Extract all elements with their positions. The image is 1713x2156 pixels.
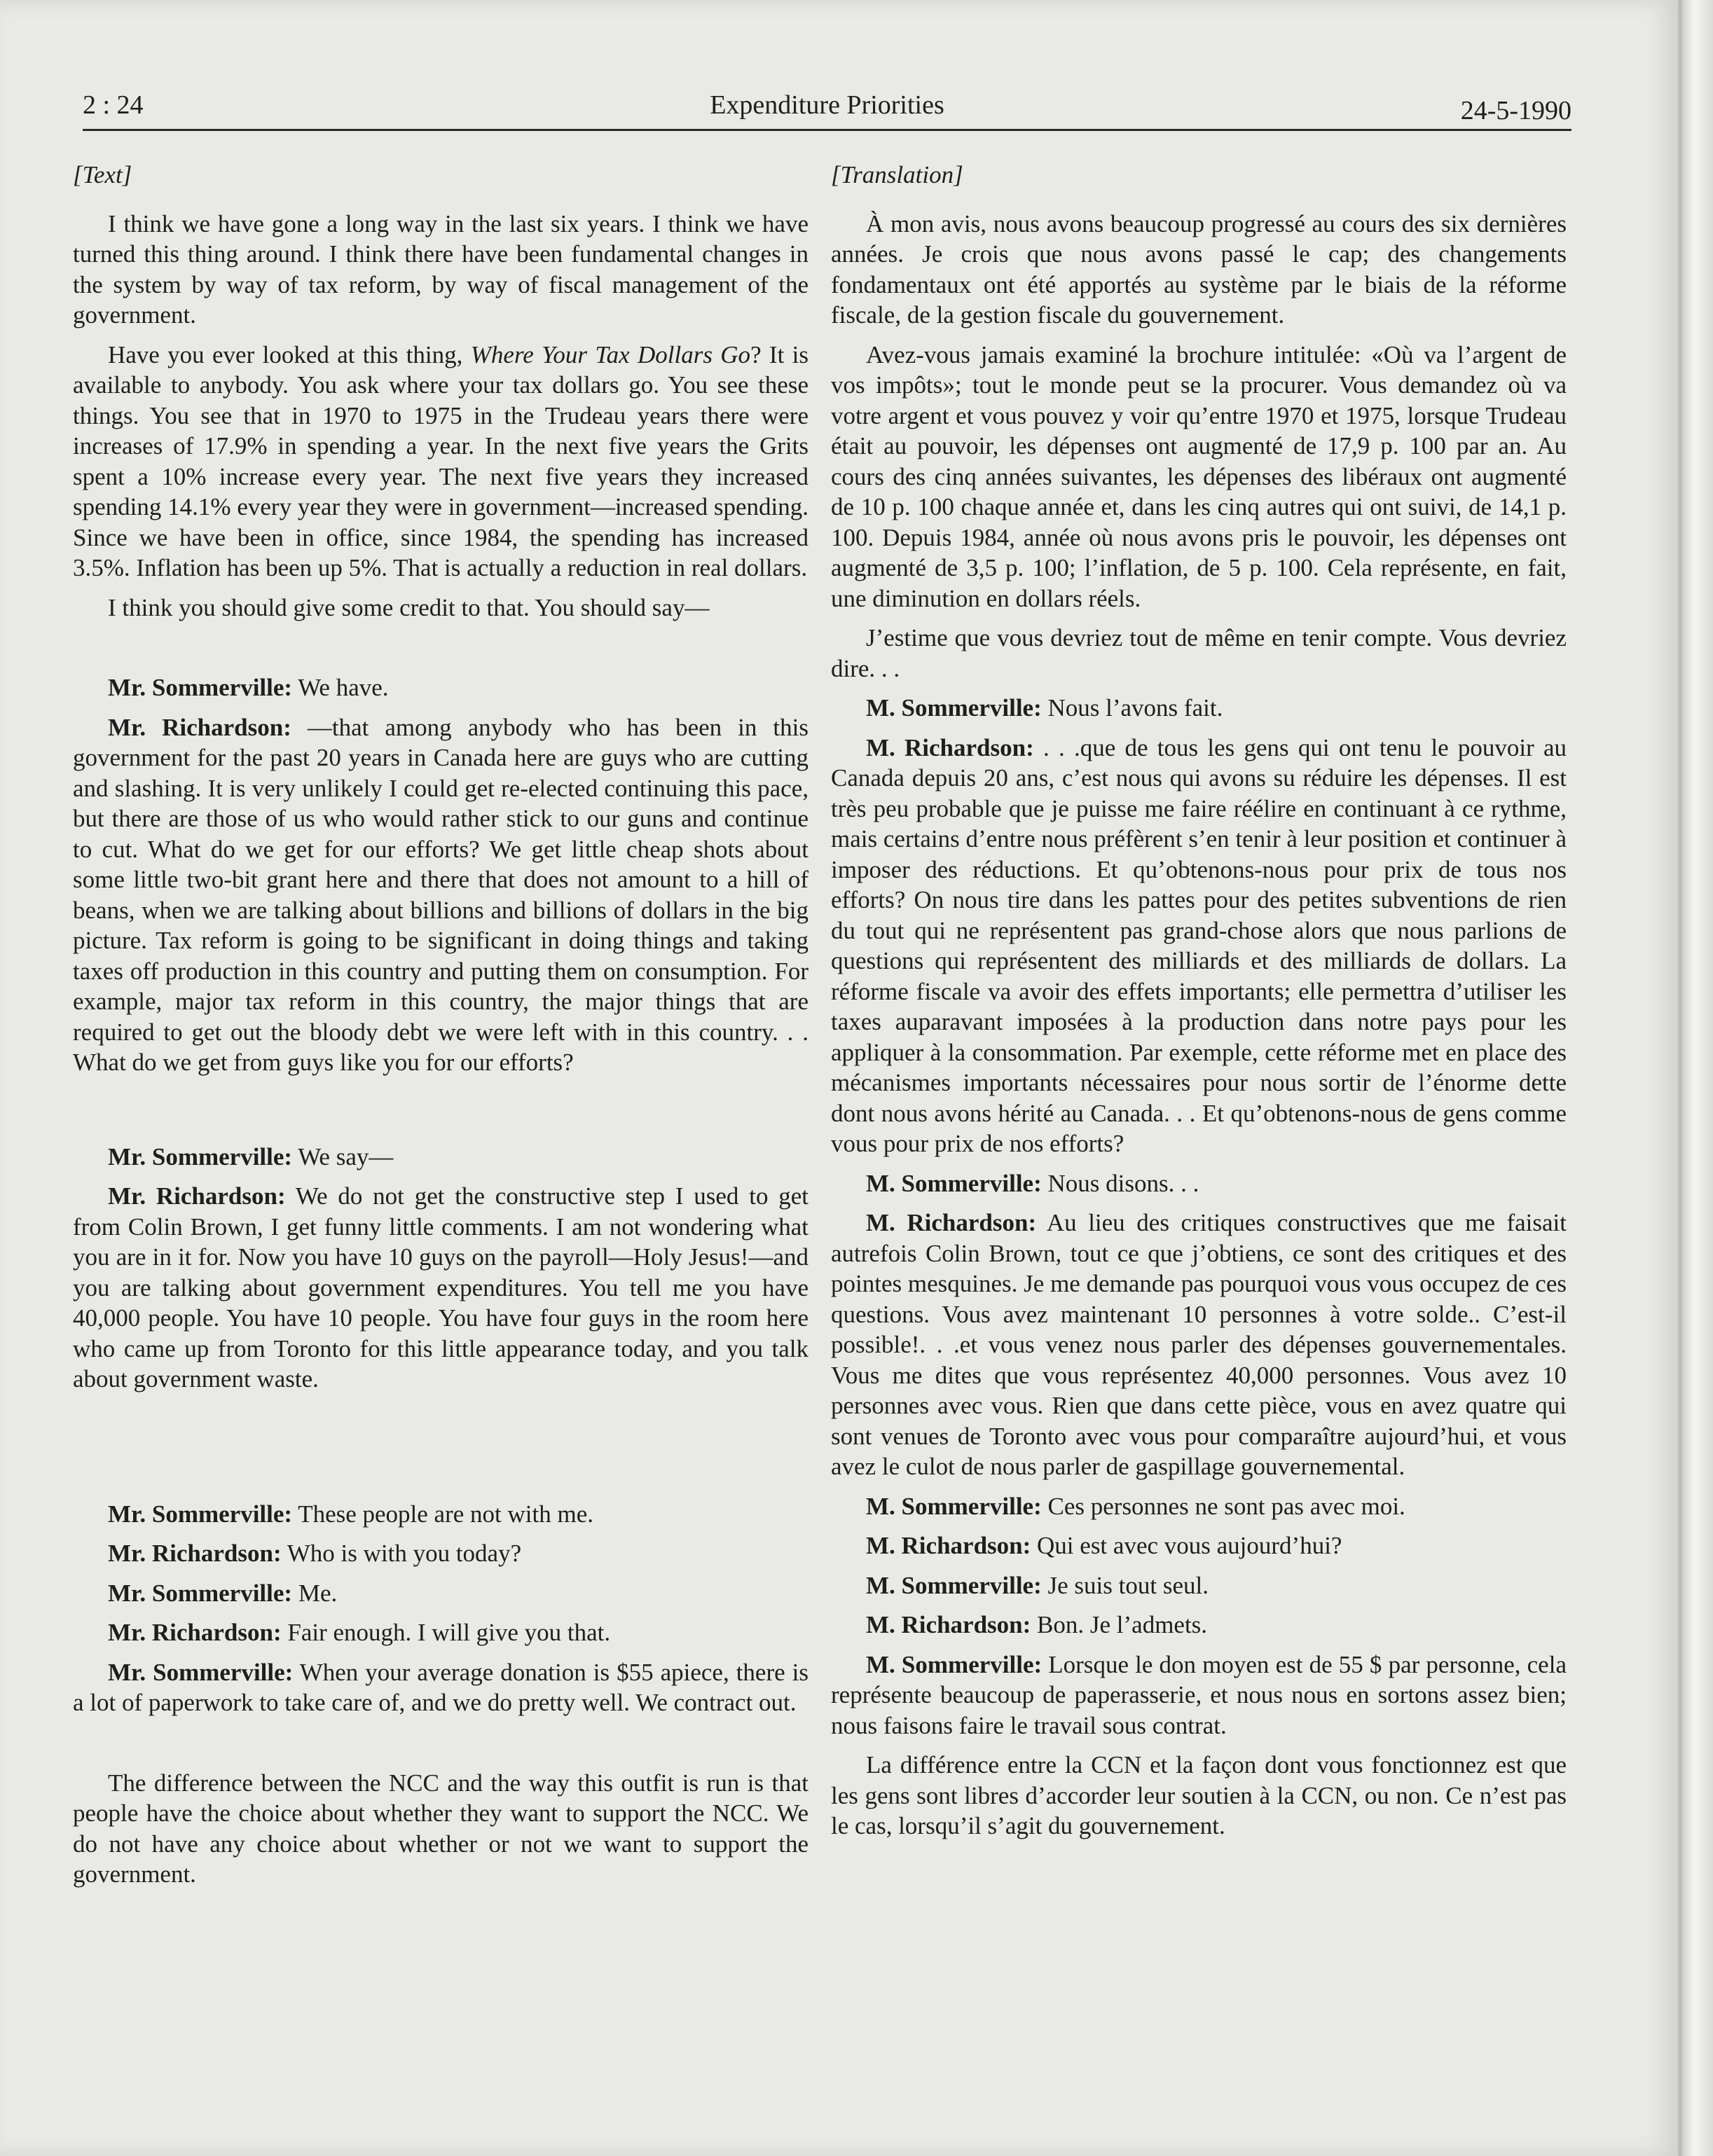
page-edge-shadow <box>1682 0 1713 2156</box>
page-date: 24-5-1990 <box>1460 96 1571 125</box>
page-header <box>83 85 1571 131</box>
speaker: M. Richardson: <box>866 733 1034 761</box>
speech-text: Ces personnes ne sont pas avec moi. <box>1041 1492 1405 1520</box>
speaker: M. Sommerville: <box>866 1571 1042 1599</box>
paragraph: I think you should give some credit to that. You should say— <box>108 593 710 621</box>
speech <box>831 1650 1567 1741</box>
speech-text: We say— <box>292 1142 394 1170</box>
speaker: Mr. Sommerville: <box>108 1658 294 1686</box>
speaker: Mr. Sommerville: <box>108 1579 293 1607</box>
speech-text: We do not get the constructive step I used to get from Colin Brown, I get funny little comments. I am not wondering what you are in it for. Now you have 10 guys on the payroll—Holy Jesus!—and you are talking about government expenditures. You tell me you have 40,000 people. You have 10 people. You have four guys in the room here who came up from Toronto for this little appearance today, and you talk about government waste. <box>73 1182 809 1393</box>
column-label: [Text] <box>73 161 132 188</box>
speaker: Mr. Richardson: <box>108 1540 282 1567</box>
speech-text: Bon. Je l’admets. <box>1031 1611 1208 1638</box>
speech-text: Who is with you today? <box>281 1540 522 1567</box>
speech <box>831 733 1567 1159</box>
paragraph: The difference between the NCC and the way this outfit is run is that people have the choice about whether they want to support the NCC. We do not have any choice about whether or not we want to support the government. <box>73 1769 809 1888</box>
speech <box>73 1578 809 1609</box>
speech <box>73 1617 809 1648</box>
speech <box>73 1657 809 1718</box>
speaker: M. Sommerville: <box>866 1492 1042 1520</box>
speaker: M. Richardson: <box>866 1209 1037 1236</box>
spacer <box>73 1087 809 1142</box>
speech-text: Nous l’avons fait. <box>1041 694 1223 721</box>
page-number: 2 : 24 <box>83 90 144 120</box>
speaker: M. Richardson: <box>866 1611 1031 1638</box>
speech <box>73 1499 809 1530</box>
speaker: M. Sommerville: <box>866 1650 1043 1678</box>
speech <box>73 1181 809 1395</box>
speaker: M. Sommerville: <box>866 1169 1042 1197</box>
speaker: Mr. Richardson: <box>108 1619 282 1646</box>
speaker: M. Richardson: <box>866 1532 1031 1559</box>
spacer <box>73 632 809 672</box>
column-label: [Translation] <box>831 161 963 188</box>
speech-text: . . .que de tous les gens qui ont tenu le pouvoir au Canada depuis 20 ans, c’est nous qui avons su réduire les dépenses. Il est très peu probable que je puisse me faire réélire en continuant à ce rythme, mais certains d’entre nous préfèrent s’en tenir à leur position et continuer à imposer des réductions. Et qu’obtenons-nous pour prix de tous nos efforts? On nous tire dans les pattes pour des petites subventions de rien du tout qui ne représentent pas grand-chose alors que nous parlions de questions qui représentent des milliards et des milliards de dollars. La réforme fiscale va avoir des effets importants; elle permettra d’utiliser les taxes auparavant imposées à la production dans notre pays pour les appliquer à la consommation. Par exemple, cette réforme met en place des mécanismes importants nécessaires pour nous sortir de l’énorme dette dont nous avons hérité au Canada. . . Et qu’obtenons-nous de gens comme vous pour prix de nos efforts? <box>831 733 1567 1157</box>
speech-text: —that among anybody who has been in this government for the past 20 years in Canada here are guys who are cutting and slashing. It is very unlikely I could get re-elected continuing this pace, but there are those of us who would rather stick to our guns and continue to cut. What do we get for our efforts? We get little cheap shots about some little two-bit grant here and there that does not amount to a hill of beans, when we are talking about billions and billions of dollars in the big picture. Tax reform is going to be significant in doing things and taking taxes off production in this country and putting them on consumption. For example, major tax reform in this country, the major things that are required to get out the bloody debt we were left with in this country. . . What do we get from guys like you for our efforts? <box>73 713 809 1076</box>
english-column <box>73 160 809 1899</box>
speech <box>73 712 809 1078</box>
french-column <box>831 160 1567 1851</box>
speech-text: These people are not with me. <box>292 1500 593 1528</box>
speech <box>831 1491 1567 1522</box>
paragraph-text: ? It is available to anybody. You ask where your tax dollars go. You see these things. You see that in 1970 to 1975 in the Trudeau years there were increases of 17.9% in spending a year. In the next five years the Grits spent a 10% increase every year. The next five years they increased spending 14.1% every year they were in government—increased spending. Since we have been in office, since 1984, the spending has increased 3.5%. Inflation has been up 5%. That is actually a reduction in real dollars. <box>73 340 809 581</box>
spacer <box>73 1404 809 1458</box>
speech <box>831 1168 1567 1199</box>
speech <box>73 1538 809 1569</box>
speech-text: Fair enough. I will give you that. <box>281 1619 611 1646</box>
speech <box>831 1208 1567 1482</box>
speaker: Mr. Sommerville: <box>108 1142 293 1170</box>
speech-text: Me. <box>292 1579 338 1607</box>
speech-text: We have. <box>292 674 389 701</box>
speaker: M. Sommerville: <box>866 694 1042 721</box>
speaker: Mr. Sommerville: <box>108 674 293 701</box>
speech-text: Je suis tout seul. <box>1041 1571 1209 1599</box>
paragraph: À mon avis, nous avons beaucoup progressé au cours des six dernières années. Je crois que nous avons passé le cap; des changements fondamentaux ont été apportés au système par le biais de la réforme fiscale, de la gestion fiscale du gouvernement. <box>831 209 1567 329</box>
speech <box>831 693 1567 724</box>
page-title: Expenditure Priorities <box>710 90 944 120</box>
speech-text: Qui est avec vous aujourd’hui? <box>1031 1532 1342 1559</box>
paragraph: J’estime que vous devriez tout de même en tenir compte. Vous devriez dire. . . <box>831 624 1567 682</box>
speech <box>831 1610 1567 1640</box>
brochure-title: Where Your Tax Dollars Go <box>470 340 751 368</box>
speaker: Mr. Richardson: <box>108 1182 286 1210</box>
paragraph: La différence entre la CCN et la façon dont vous fonctionnez est que les gens sont libres d’accorder leur soutien à la CCN, ou non. Ce n’est pas le cas, lorsqu’il s’agit du gouvernement. <box>831 1751 1567 1839</box>
speaker: Mr. Sommerville: <box>108 1500 293 1528</box>
speech <box>831 1570 1567 1601</box>
speaker: Mr. Richardson: <box>108 713 291 741</box>
paragraph: Avez-vous jamais examiné la brochure intitulée: «Où va l’argent de vos impôts»; tout le monde peut se la procurer. Vous demandez où va votre argent et vous pouvez y voir qu’entre 1970 et 1975, lorsque Trudeau était au pouvoir, les dépenses ont augmenté de 17,9 p. 100 par an. Au cours des cinq années suivantes, les dépenses des libéraux ont augmenté de 10 p. 100 chaque année et, dans les cinq autres qui ont suivi, de 14,1 p. 100. Depuis 1984, année où nous avons pris le pouvoir, les dépenses ont augmenté de 3,5 p. 100; l’inflation, de 5 p. 100. Cela représente, en fait, une diminution en dollars réels. <box>831 340 1567 612</box>
speech-text: When your average donation is $55 apiece, there is a lot of paperwork to take care of, and we do pretty well. We contract out. <box>73 1658 809 1716</box>
speech <box>831 1530 1567 1561</box>
paragraph-text: Have you ever looked at this thing, <box>108 340 471 368</box>
speech-text: Lorsque le don moyen est de 55 $ par personne, cela représente beaucoup de paperasserie, et nous nous en sortons assez bien; nous faisons faire le travail sous contrat. <box>831 1650 1567 1739</box>
spacer <box>73 1727 809 1768</box>
paragraph <box>73 340 809 583</box>
paragraph: I think we have gone a long way in the last six years. I think we have turned this thing around. I think there have been fundamental changes in the system by way of tax reform, by way of fiscal management of the government. <box>73 209 809 329</box>
speech-text: Au lieu des critiques constructives que me faisait autrefois Colin Brown, tout ce que j’obtiens, ce sont des critiques et des pointes mesquines. Je me demande pas pourquoi vous vous occupez de ces questions. Vous avez maintenant 10 personnes à votre solde.. C’est-il possible!. . .et vous venez nous parler des dépenses gouvernementales. Vous me dites que vous représentez 40,000 personnes. Vous avez 10 personnes avec vous. Rien que dans cette pièce, vous en avez quatre qui sont venues de Toronto avec vous pour comparaître aujourd’hui, et vous avez le culot de nous parler de gaspillage gouvernemental. <box>831 1209 1567 1480</box>
speech <box>73 672 809 703</box>
speech-text: Nous disons. . . <box>1041 1169 1199 1197</box>
speech <box>73 1142 809 1173</box>
spacer <box>73 1458 809 1499</box>
